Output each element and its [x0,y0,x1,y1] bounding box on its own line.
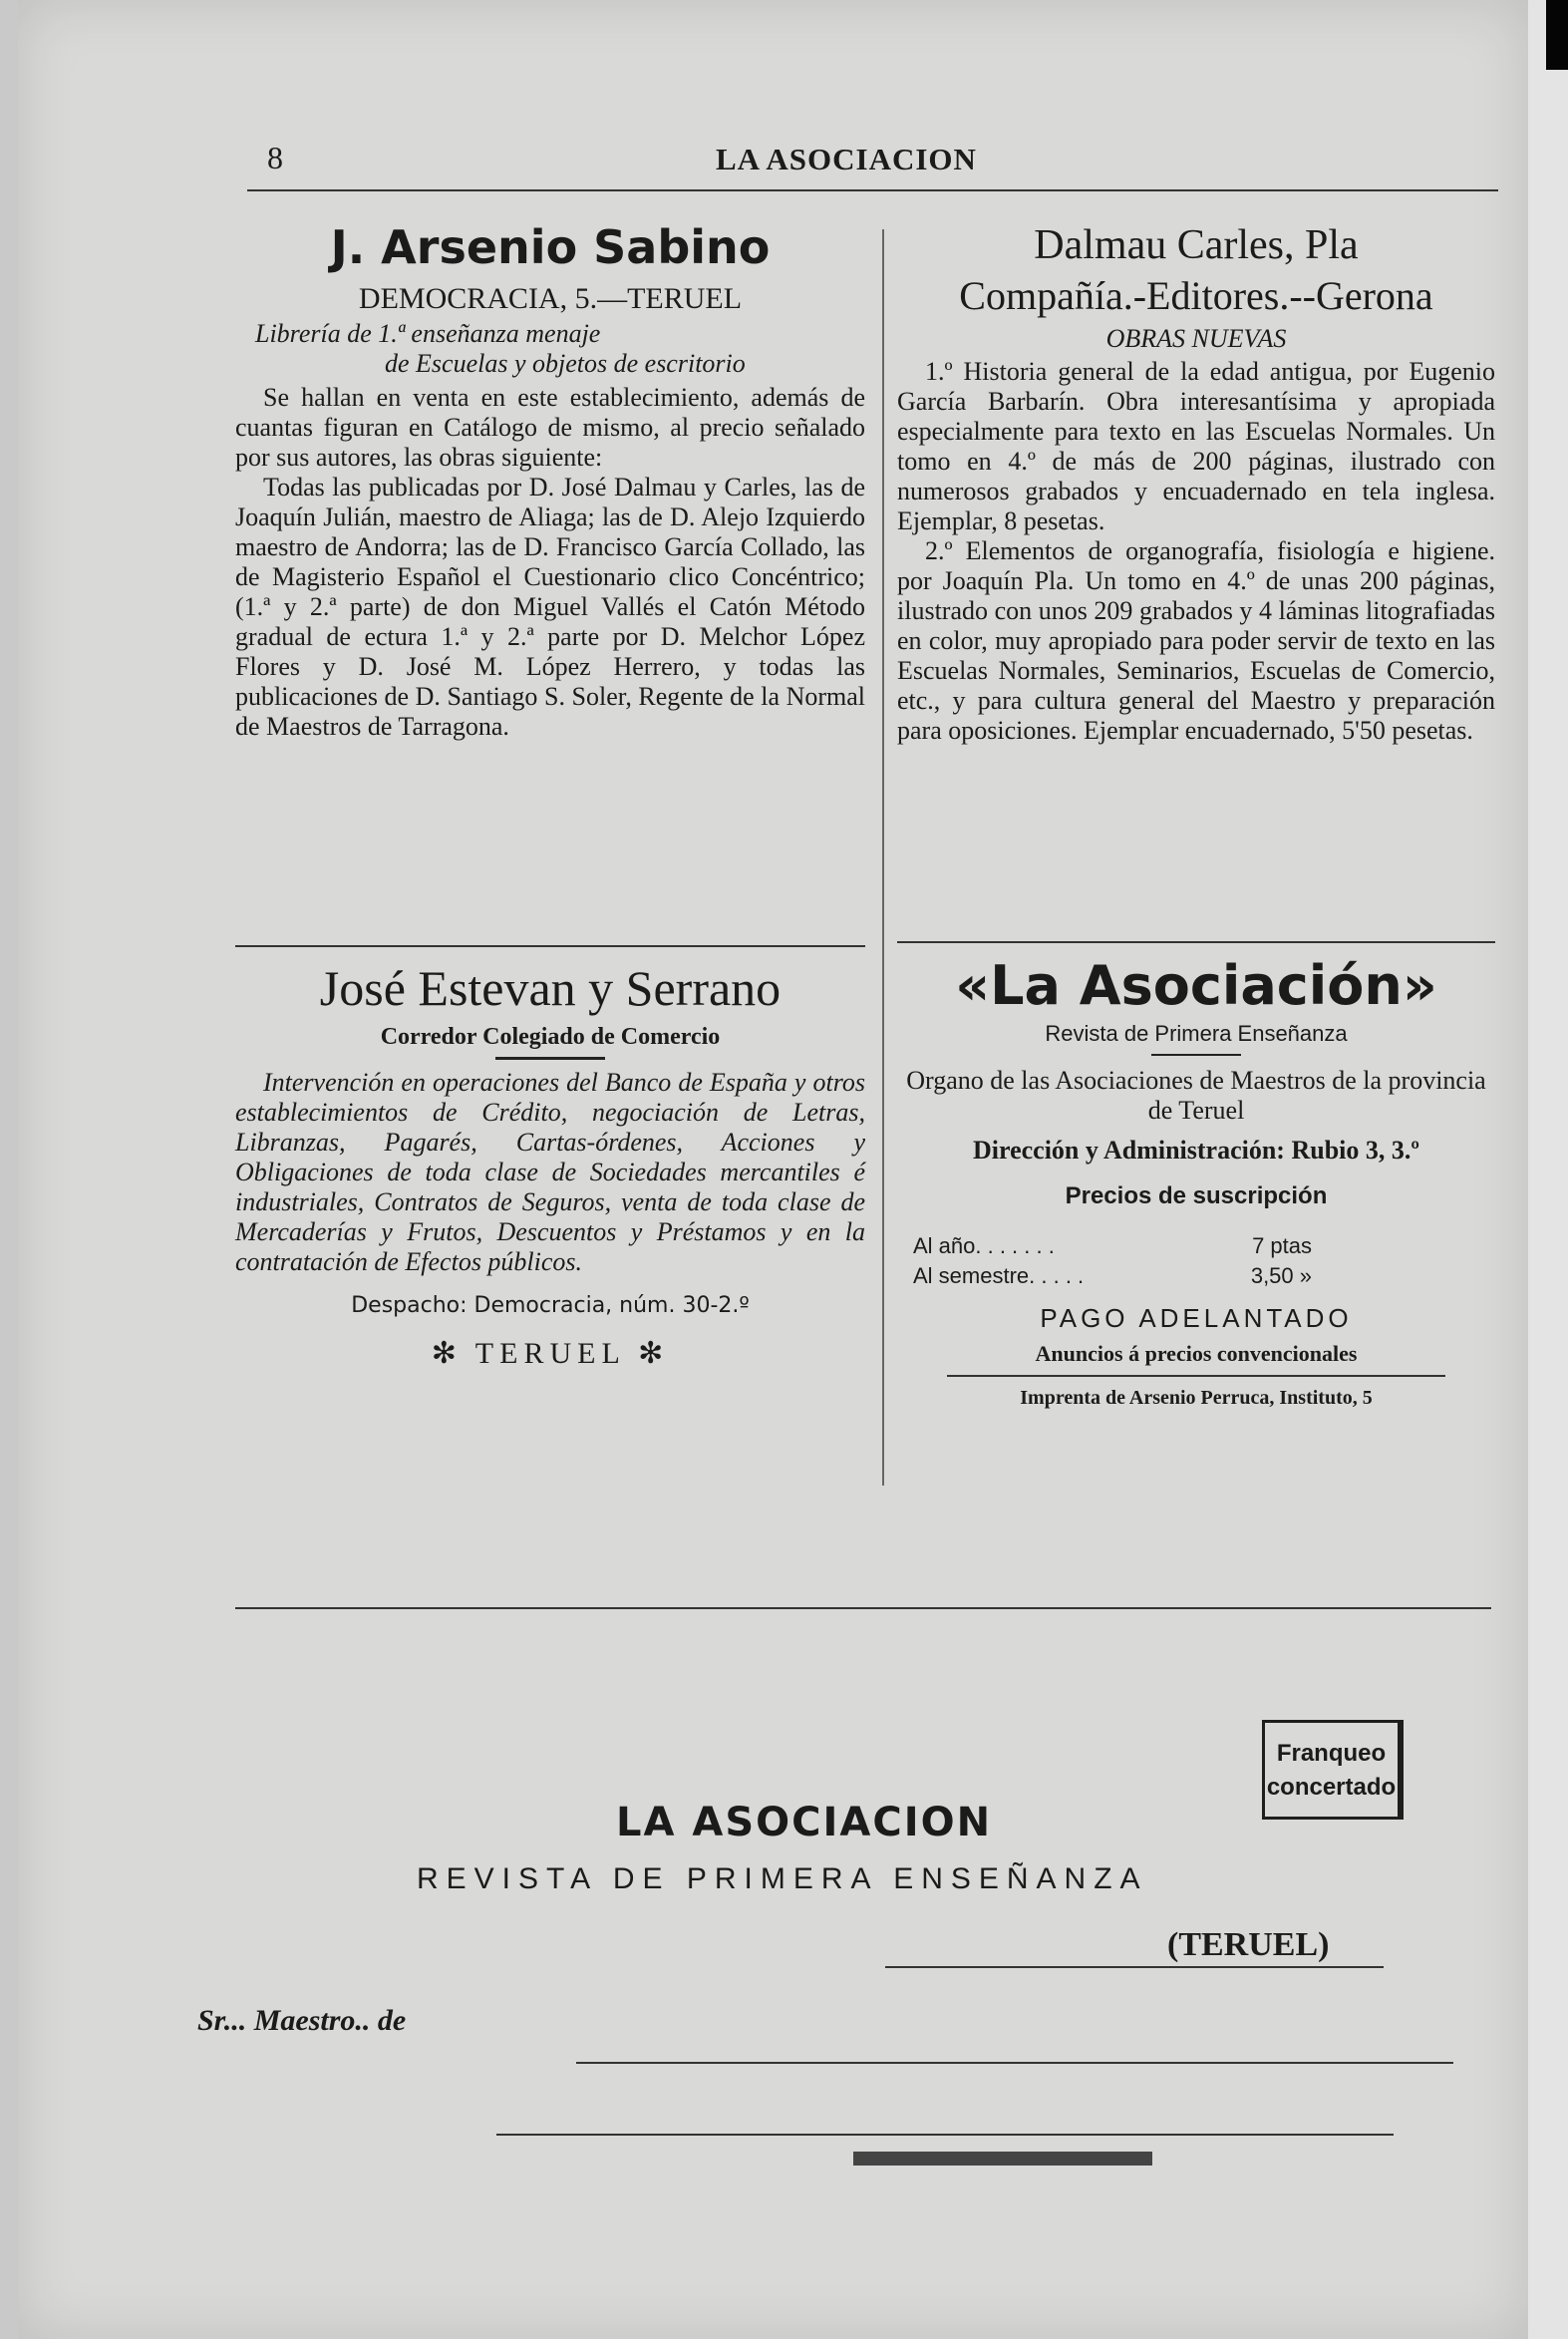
ad-estevan [235,957,865,1369]
ad-dalmau-subtitle: OBRAS NUEVAS [1105,324,1287,353]
ad-dalmau-item2: 2.º Elementos de organografía, fisiología e higiene. por Joaquín Pla. Un tomo en 4.º de unas 200 páginas, ilustrado con unos 209 grabados y 4 láminas litografiadas en color, muy apropiado para poder servir de texto en las Escuelas Normales, Seminarios, Escuelas de Comercio, etc., y para cultura general del Maestro y preparación para oposiciones. Ejemplar encuadernado, 5'50 pesetas. [897,536,1495,745]
right-separator [897,941,1495,943]
ad-revista-imprenta: Imprenta de Arsenio Perruca, Instituto, 5 [1020,1387,1373,1409]
ornament-left-icon: ✻ [431,1337,475,1370]
ad-sabino-line1: Librería de 1.ª enseñanza menaje [255,319,601,348]
address-rule-1 [885,1966,1384,1968]
header-rule [247,189,1498,191]
ad-estevan-city-row [235,1339,865,1369]
ad-sabino-name: J. Arsenio Sabino [330,220,771,274]
ad-revista-subtitle: Revista de Primera Enseñanza [1045,1021,1348,1046]
mailing-title: LA ASOCIACION [616,1800,993,1845]
ad-revista-rule [1151,1054,1241,1056]
ad-estevan-body: Intervención en operaciones del Banco de España y otros establecimientos de Crédito, negociación de Letras, Libranzas, Pagarés, Cartas-órdenes, Acciones y Obligaciones de toda clase de Sociedades mercantiles é industriales, Contratos de Seguros, venta de toda clase de Mercaderías y Frutos, Descuentos y Préstamos y en la contratación de Efectos públicos. [235,1068,865,1276]
ad-estevan-city: TERUEL [474,1337,625,1370]
ad-revista-direccion: Dirección y Administración: Rubio 3, 3.º [973,1136,1419,1165]
price-label: Al semestre. . . . . [913,1263,1085,1288]
ad-estevan-name: José Estevan y Serrano [319,960,782,1016]
ad-revista [897,952,1495,1413]
price-row [913,1261,1312,1291]
newspaper-page [18,0,1528,2339]
ad-estevan-rule [495,1057,605,1060]
ad-revista-prices-title: Precios de suscripción [1065,1182,1328,1209]
ad-sabino-body2: Todas las publicadas por D. José Dalmau y Carles, las de Joaquín Julián, maestro de Aliaga; las de D. Alejo Izquierdo maestro de Andorra; las de D. Francisco García Collado, las de Magisterio Español el Cuestionario clico Concéntrico; (1.ª y 2.ª parte) de don Miguel Vallés el Catón Método gradual de ectura 1.ª y 2.ª parte por D. Melchor López Flores y D. José M. López Herrero, y todas las publicaciones de D. Santiago S. Soler, Regente de la Normal de Maestros de Tarragona. [235,473,865,741]
mailing-recipient: Sr... Maestro.. de [197,2004,407,2037]
page-edge [1528,0,1568,2339]
running-title: LA ASOCIACION [716,142,977,176]
price-value: 7 ptas [1252,1233,1312,1258]
mailing-top-rule [235,1607,1491,1609]
ad-sabino-body: Se hallan en venta en este establecimiento, además de cuantas figuran en Catálogo de mismo, al precio señalado por sus autores, las obras siguiente: [235,383,865,472]
ad-estevan-subtitle: Corredor Colegiado de Comercio [380,1024,721,1050]
price-label: Al año. . . . . . . [913,1233,1055,1258]
ad-revista-rule2 [947,1375,1445,1377]
left-separator [235,945,865,947]
column-divider [882,229,884,1486]
address-rule-3 [496,2134,1394,2136]
ad-dalmau-title1: Dalmau Carles, Pla [1034,222,1359,268]
mailing-place: (TERUEL) [1167,1926,1330,1963]
ad-dalmau-item1: 1.º Historia general de la edad antigua, por Eugenio García Barbarín. Obra interesantísima y apropiada especialmente para texto en las Escuelas Normales. Un tomo en 4.º de más de 200 páginas, ilustrado con numerosos grabados y encuadernado en tela inglesa. Ejemplar, 8 pesetas. [897,357,1495,535]
page-number: 8 [267,140,283,175]
scan-corner [1546,0,1568,70]
franqueo-line2: concertado [1266,1774,1397,1801]
price-table [913,1231,1312,1291]
ad-dalmau-title2: Compañía.-Editores.--Gerona [959,273,1433,318]
ad-dalmau [897,219,1495,746]
ad-sabino-line2: de Escuelas y objetos de escritorio [385,349,746,378]
ornament-right-icon: ✻ [624,1337,670,1370]
ad-revista-organ: Organo de las Asociaciones de Maestros de la provincia de Teruel [906,1066,1486,1125]
address-rule-2 [576,2062,1453,2064]
price-value: 3,50 » [1250,1263,1312,1288]
price-row [913,1231,1312,1261]
ad-estevan-office: Despacho: Democracia, núm. 30-2.º [351,1293,750,1318]
franqueo-line1: Franqueo [1276,1740,1387,1767]
page-header [18,140,1528,189]
ad-revista-title: «La Asociación» [955,954,1437,1017]
ad-revista-pago: PAGO ADELANTADO [1040,1303,1353,1333]
franqueo-stamp [1262,1720,1404,1820]
ad-sabino-address: DEMOCRACIA, 5.—TERUEL [358,282,743,315]
address-bar [853,2152,1152,2166]
mailing-subtitle: REVISTA DE PRIMERA ENSEÑANZA [417,1862,1148,1895]
ad-revista-anuncios: Anuncios á precios convencionales [1035,1341,1358,1366]
ad-sabino [235,219,865,742]
